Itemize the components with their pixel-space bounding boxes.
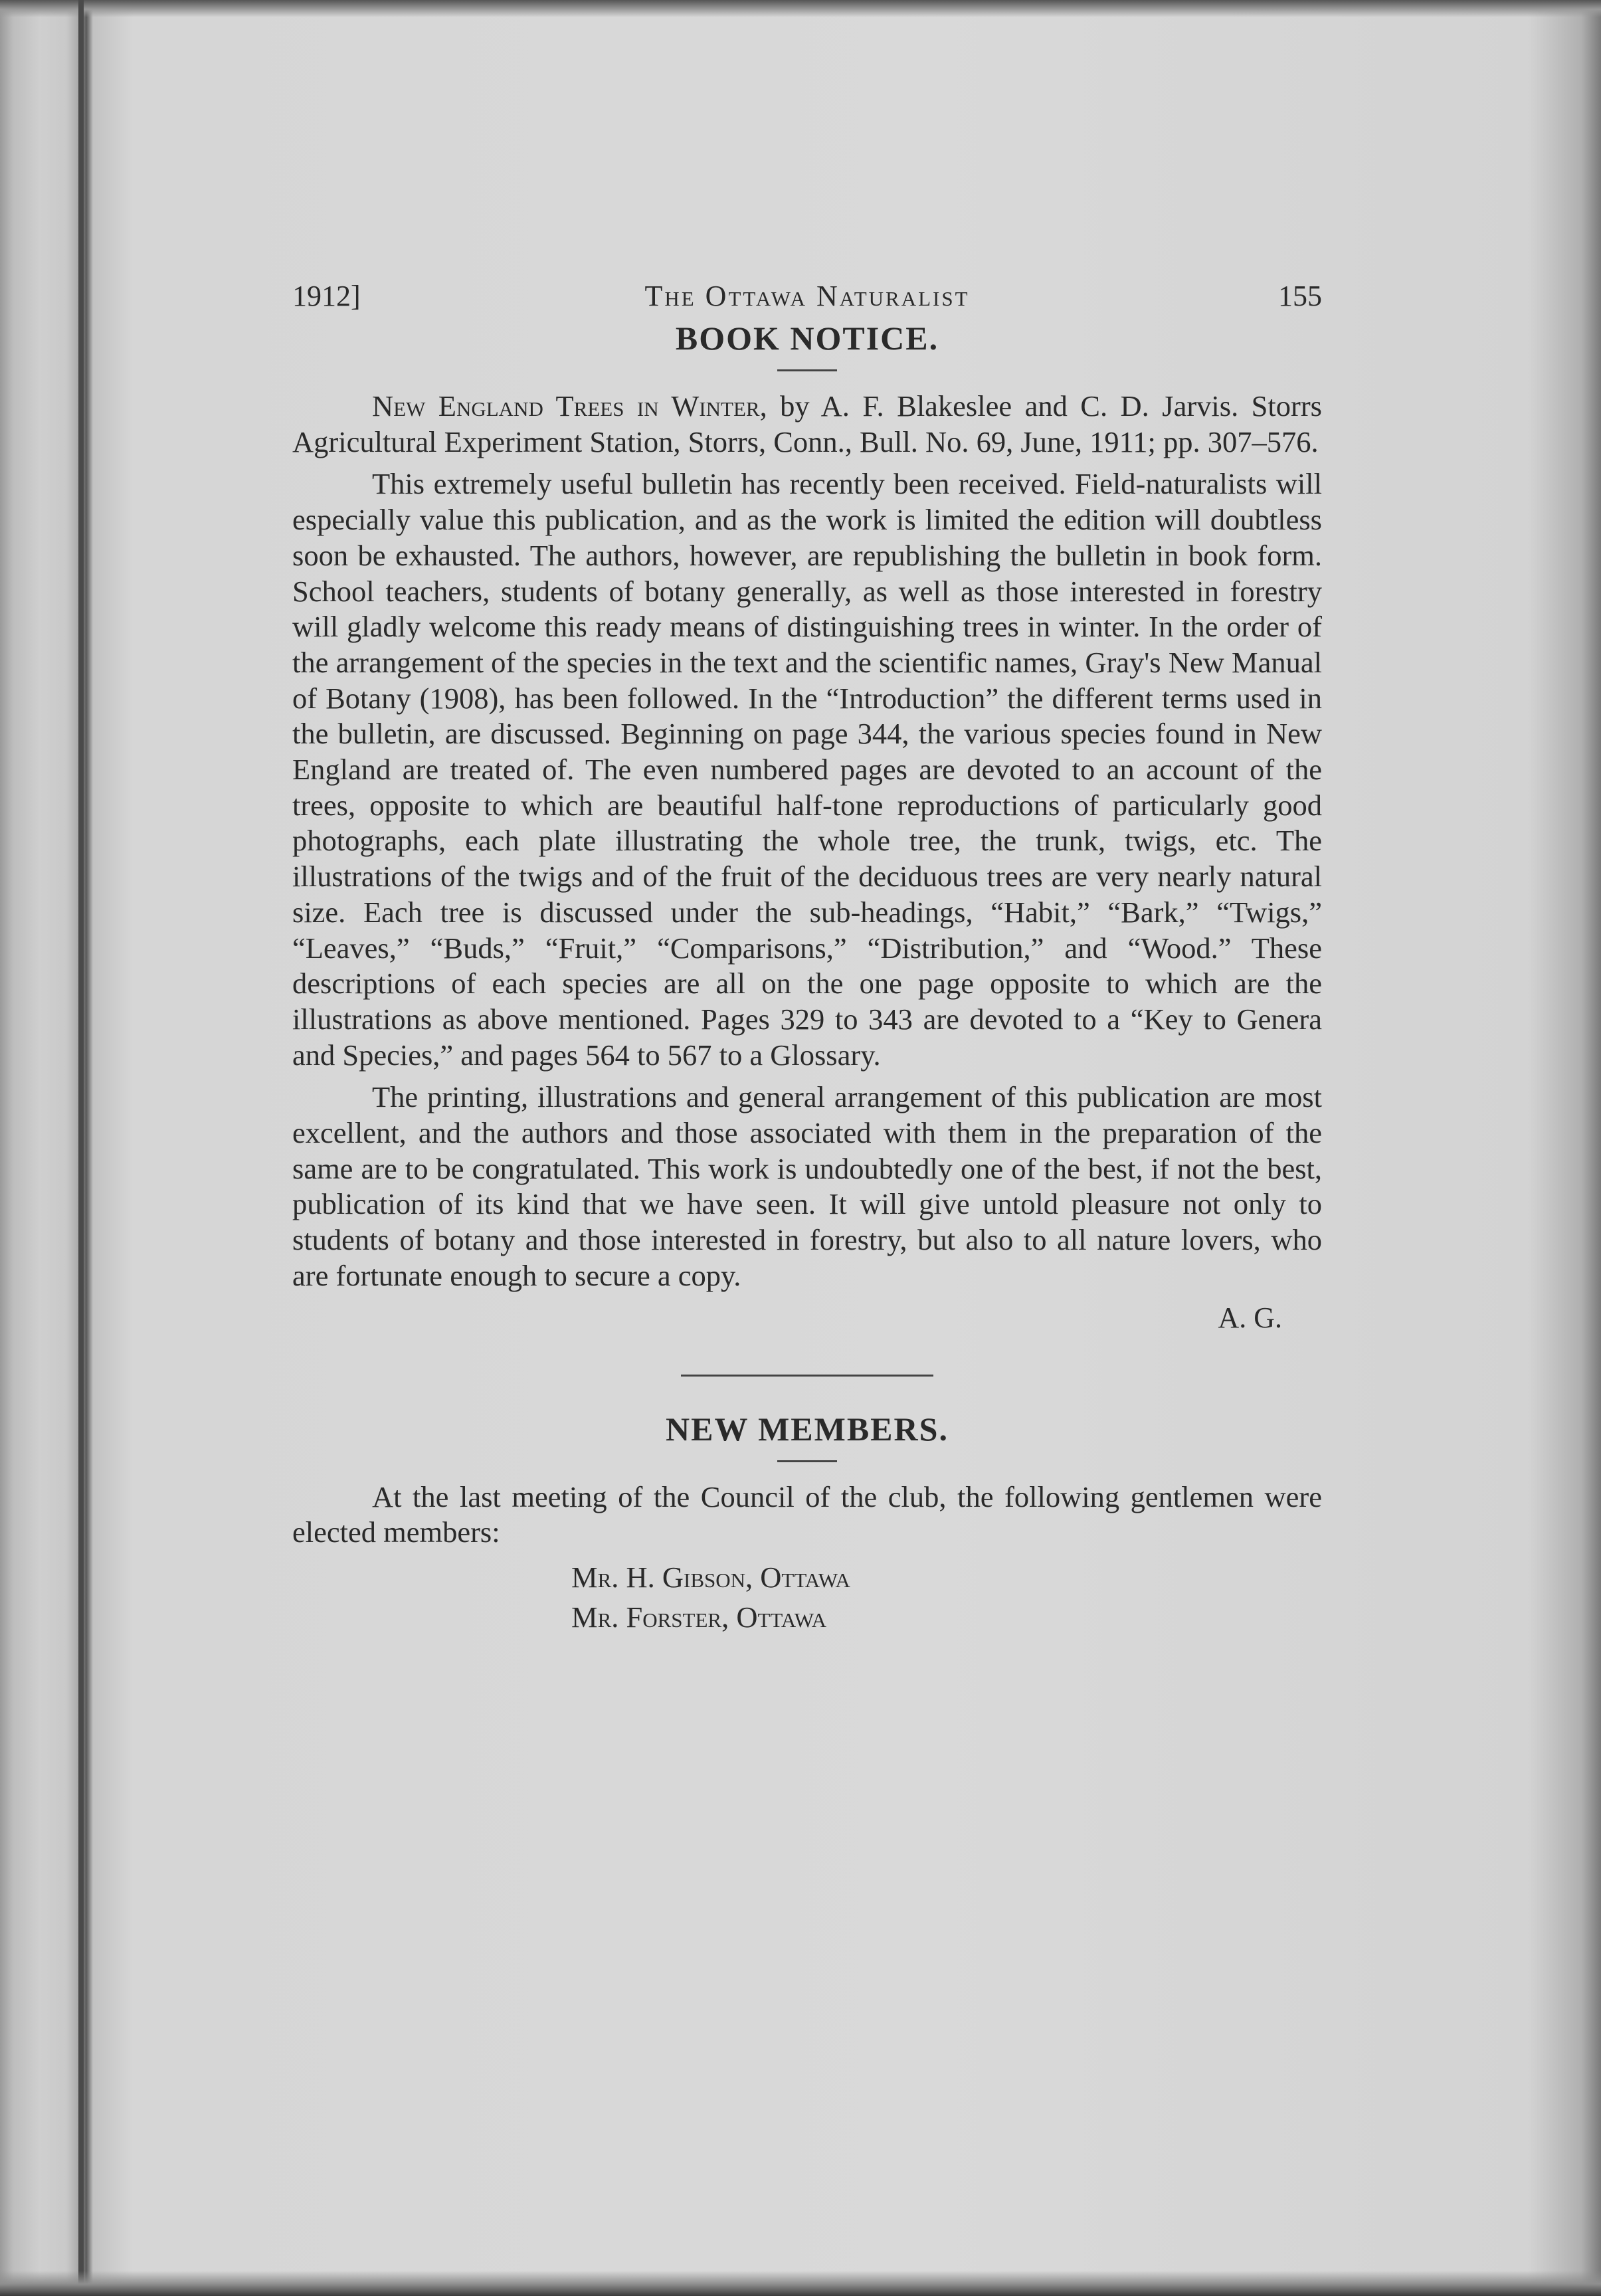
heading-rule xyxy=(777,369,837,371)
page-number: 155 xyxy=(1278,280,1322,312)
page-bottom-edge xyxy=(0,2271,1601,2296)
page-spine-shadow xyxy=(78,0,84,2296)
running-head-year: 1912] xyxy=(292,280,361,312)
new-members-heading: NEW MEMBERS. xyxy=(666,1410,949,1448)
member-list xyxy=(292,1557,1322,1637)
citation-title: New England Trees in Winter xyxy=(372,389,760,423)
running-head-journal-title: The Ottawa Naturalist xyxy=(644,280,970,312)
text-column xyxy=(292,279,1322,1637)
page-top-edge xyxy=(0,0,1601,17)
member-entry: Mr. Forster, Ottawa xyxy=(571,1600,826,1634)
book-notice-heading: BOOK NOTICE. xyxy=(675,320,939,357)
new-members-intro: At the last meeting of the Council of the club, the following gentlemen were elected members: xyxy=(292,1480,1322,1549)
reviewer-signature: A. G. xyxy=(1218,1301,1282,1334)
running-head xyxy=(292,279,1322,319)
review-paragraph-2: The printing, illustrations and general arrangement of this publication are most excellent, and the authors and those associated with them in the preparation of the same are to be congratulated. This work is undoubtedly one of the best, if not the best, publication of its kind that we have seen. It will give untold pleasure not only to students of botany and those interested in forestry, but also to all nature lovers, who are fortunate enough to secure a copy. xyxy=(292,1080,1322,1292)
heading-rule xyxy=(777,1460,837,1462)
citation-paragraph xyxy=(292,389,1322,460)
citation-details: , by A. F. Blakeslee and C. D. Jarvis. Storrs Agricultural Experiment Station, Storrs, Conn., Bull. No. 69, June, 1911; pp. 307–576. xyxy=(292,389,1322,458)
section-divider xyxy=(681,1375,933,1377)
member-entry: Mr. H. Gibson, Ottawa xyxy=(571,1560,850,1594)
review-paragraph-1: This extremely useful bulletin has recently been received. Field-naturalists will especially value this publication, and as the work is limited the edition will doubtless soon be exhausted. The authors, however, are republishing the bulletin in book form. School teachers, students of botany generally, as well as those interested in forestry will gladly welcome this ready means of distinguishing trees in winter. In the order of the arrangement of the species in the text and the scientific names, Gray's New Manual of Botany (1908), has been followed. In the “Introduction” the different terms used in the bulletin, are discussed. Beginning on page 344, the various species found in New England are treated of. The even numbered pages are devoted to an account of the trees, opposite to which are beautiful half-tone reproductions of particularly good photographs, each plate illustrating the whole tree, the trunk, twigs, etc. The illustrations of the twigs and of the fruit of the deciduous trees are very nearly natural size. Each tree is discussed under the sub-headings, “Habit,” “Bark,” “Twigs,” “Leaves,” “Buds,” “Fruit,” “Comparisons,” “Distribution,” and “Wood.” These descriptions of each species are all on the one page opposite to which are the illustrations as above mentioned. Pages 329 to 343 are devoted to a “Key to Genera and Species,” and pages 564 to 567 to a Glossary. xyxy=(292,467,1322,1072)
